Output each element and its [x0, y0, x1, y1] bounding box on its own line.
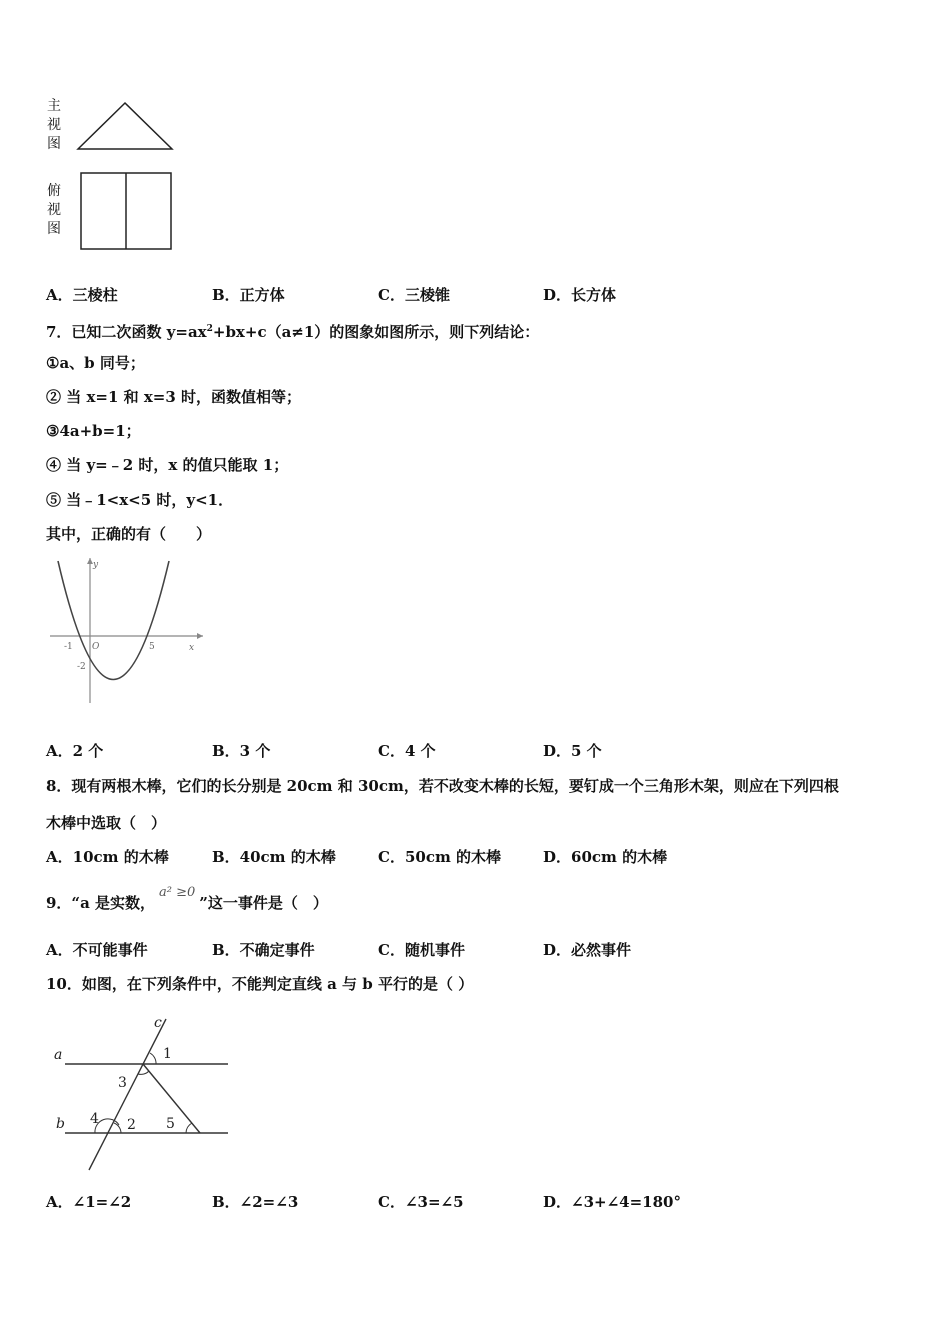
q10-option-c: C．∠3=∠5	[378, 1193, 464, 1211]
q10-option-a: A．∠1=∠2	[46, 1193, 132, 1211]
q7-question: 其中，正确的有（ ）	[46, 525, 212, 543]
origin-label: O	[92, 642, 100, 652]
q7-item-3: ③4a+b=1；	[46, 422, 141, 440]
q7-item-5: ⑤ 当﹣1<x<5 时，y<1．	[46, 491, 234, 509]
parallel-lines-figure	[48, 1010, 238, 1175]
top-view-label: 俯 视 图	[47, 183, 61, 237]
tick-neg1: -1	[64, 642, 73, 652]
q10-stem: 10．如图，在下列条件中，不能判定直线 a 与 b 平行的是（ ）	[46, 975, 474, 993]
q8-option-b: B．40cm 的木棒	[212, 848, 336, 866]
q7-stem: 7．已知二次函数 $y=ax^2+bx+c(a\ne 1)$的图象如图所示，则下列结论：	[46, 323, 540, 341]
angle-5-arc	[186, 1123, 192, 1133]
q7-option-a: A．2 个	[46, 742, 104, 760]
label-angle-4: 4	[90, 1111, 99, 1127]
q7-item-4: ④ 当 y=﹣2 时，x 的值只能取 1；	[46, 456, 289, 474]
q9-option-c: C．随机事件	[378, 941, 465, 959]
q7-option-d: D．5 个	[543, 742, 602, 760]
label-angle-3: 3	[118, 1075, 127, 1091]
q9-option-b: B．不确定事件	[212, 941, 315, 959]
x-axis-arrow	[197, 633, 203, 639]
q7-option-c: C．4 个	[378, 742, 436, 760]
parabola-curve	[58, 561, 169, 680]
q10-option-b: B．∠2=∠3	[212, 1193, 299, 1211]
y-axis-label: y	[93, 560, 99, 570]
parabola-graph	[45, 553, 207, 708]
q6-option-b: B．正方体	[212, 286, 285, 304]
q8-option-d: D．60cm 的木棒	[543, 848, 668, 866]
q8-option-c: C．50cm 的木棒	[378, 848, 502, 866]
label-c: c	[154, 1015, 162, 1031]
label-a: a	[54, 1047, 63, 1063]
q7-item-1: ①a、b 同号；	[46, 354, 145, 372]
q6-option-a: A．三棱柱	[46, 286, 118, 304]
q9-option-a: A．不可能事件	[46, 941, 148, 959]
q10-option-d: D．∠3+∠4=180°	[543, 1193, 681, 1211]
angle-1-arc	[150, 1053, 156, 1064]
label-angle-1: 1	[163, 1046, 172, 1062]
q7-option-b: B．3 个	[212, 742, 271, 760]
front-view-triangle	[70, 96, 180, 156]
angle-2-arc	[114, 1123, 121, 1133]
label-angle-2: 2	[127, 1117, 136, 1133]
top-view-rectangle	[76, 168, 180, 256]
q8-stem-line1: 8．现有两根木棒，它们的长分别是 20cm 和 30cm，若不改变木棒的长短，要钉成一个三角形木架，则应在下列四根	[46, 777, 839, 795]
q6-option-c: C．三棱锥	[378, 286, 450, 304]
label-b: b	[56, 1116, 65, 1132]
q8-option-a: A．10cm 的木棒	[46, 848, 169, 866]
line-c	[89, 1019, 166, 1170]
tick-neg2: -2	[77, 662, 86, 672]
tick-5: 5	[149, 642, 155, 652]
front-view-label: 主 视 图	[47, 98, 61, 152]
q8-stem-line2: 木棒中选取（ ）	[46, 814, 167, 832]
q7-item-2: ② 当 x=1 和 x=3 时，函数值相等；	[46, 388, 302, 406]
q6-option-d: D．长方体	[543, 286, 617, 304]
x-axis-label: x	[189, 643, 195, 653]
label-angle-5: 5	[166, 1116, 175, 1132]
q9-formula: a² ≥0	[159, 885, 196, 900]
q9-option-d: D．必然事件	[543, 941, 632, 959]
q9-stem: 9．“a 是实数，a² ≥0”这一事件是（ ）	[46, 885, 328, 912]
